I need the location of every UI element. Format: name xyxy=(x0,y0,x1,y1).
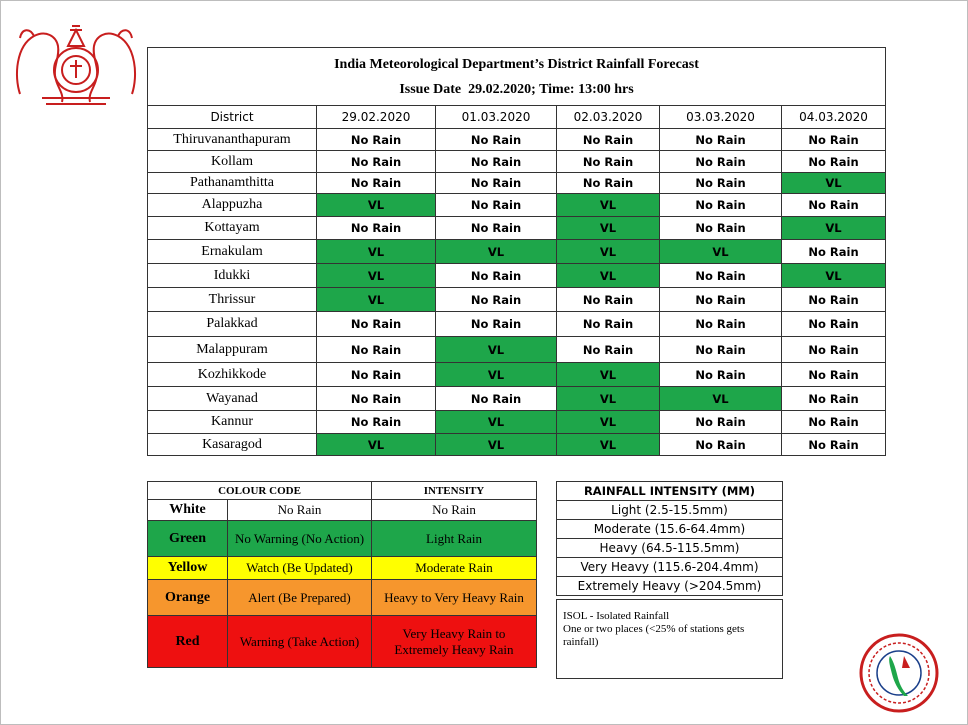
forecast-cell: No Rain xyxy=(782,129,886,151)
colour-row-white xyxy=(148,500,537,521)
forecast-cell: No Rain xyxy=(660,288,782,312)
forecast-cell: VL xyxy=(436,240,557,264)
intensity-header: INTENSITY xyxy=(372,482,537,500)
forecast-cell: No Rain xyxy=(557,151,660,173)
forecast-cell: VL xyxy=(660,240,782,264)
district-name: Kasaragod xyxy=(148,434,317,456)
disaster-management-logo-icon xyxy=(858,632,940,714)
forecast-cell: No Rain xyxy=(660,363,782,387)
table-row xyxy=(148,240,886,264)
header-row xyxy=(148,106,886,129)
colour-meaning: Alert (Be Prepared) xyxy=(228,580,372,616)
district-name: Pathanamthitta xyxy=(148,173,317,194)
colour-code-table xyxy=(147,481,537,668)
forecast-cell: VL xyxy=(557,264,660,288)
forecast-cell: VL xyxy=(557,194,660,217)
forecast-cell: VL xyxy=(557,363,660,387)
forecast-cell: VL xyxy=(782,173,886,194)
table-row xyxy=(148,434,886,456)
forecast-title xyxy=(148,48,886,106)
forecast-cell: No Rain xyxy=(317,387,436,411)
intensity-item: Light (2.5-15.5mm) xyxy=(557,501,783,520)
forecast-cell: No Rain xyxy=(436,312,557,337)
forecast-cell: VL xyxy=(317,194,436,217)
forecast-cell: No Rain xyxy=(317,151,436,173)
forecast-cell: No Rain xyxy=(660,151,782,173)
forecast-cell: No Rain xyxy=(782,240,886,264)
district-name: Kannur xyxy=(148,411,317,434)
table-row xyxy=(148,173,886,194)
forecast-cell: VL xyxy=(557,217,660,240)
district-header: District xyxy=(148,106,317,129)
rainfall-intensity-table xyxy=(556,481,783,596)
colour-name: Red xyxy=(148,616,228,668)
forecast-cell: No Rain xyxy=(317,363,436,387)
colour-row-yellow xyxy=(148,557,537,580)
colour-meaning: No Rain xyxy=(228,500,372,521)
forecast-cell: VL xyxy=(557,434,660,456)
forecast-cell: VL xyxy=(317,288,436,312)
forecast-cell: No Rain xyxy=(317,337,436,363)
forecast-cell: VL xyxy=(557,411,660,434)
forecast-cell: No Rain xyxy=(660,312,782,337)
colour-intensity: Heavy to Very Heavy Rain xyxy=(372,580,537,616)
forecast-cell: No Rain xyxy=(436,387,557,411)
date-header: 04.03.2020 xyxy=(782,106,886,129)
forecast-cell: VL xyxy=(436,411,557,434)
forecast-cell: No Rain xyxy=(436,173,557,194)
forecast-cell: No Rain xyxy=(782,337,886,363)
district-name: Wayanad xyxy=(148,387,317,411)
district-forecast-table xyxy=(147,47,886,456)
forecast-cell: No Rain xyxy=(317,129,436,151)
intensity-item: Moderate (15.6-64.4mm) xyxy=(557,520,783,539)
issue-label: Issue Date xyxy=(399,81,462,97)
table-row xyxy=(148,151,886,173)
forecast-cell: No Rain xyxy=(782,288,886,312)
forecast-cell: VL xyxy=(782,217,886,240)
forecast-cell: VL xyxy=(317,434,436,456)
forecast-cell: No Rain xyxy=(436,288,557,312)
forecast-cell: No Rain xyxy=(660,173,782,194)
colour-meaning: Warning (Take Action) xyxy=(228,616,372,668)
district-name: Idukki xyxy=(148,264,317,288)
colour-row-orange xyxy=(148,580,537,616)
forecast-cell: No Rain xyxy=(436,151,557,173)
table-row xyxy=(148,129,886,151)
colour-code-header: COLOUR CODE xyxy=(148,482,372,500)
forecast-cell: No Rain xyxy=(557,173,660,194)
forecast-cell: No Rain xyxy=(660,264,782,288)
colour-row-green xyxy=(148,521,537,557)
forecast-body xyxy=(148,129,886,456)
table-row xyxy=(148,264,886,288)
kerala-emblem-icon xyxy=(12,16,140,108)
colour-name: Yellow xyxy=(148,557,228,580)
forecast-cell: No Rain xyxy=(660,337,782,363)
colour-intensity: No Rain xyxy=(372,500,537,521)
table-row xyxy=(148,288,886,312)
title-heading: India Meteorological Department’s District Rainfall Forecast xyxy=(334,56,699,72)
forecast-cell: VL xyxy=(436,434,557,456)
forecast-cell: VL xyxy=(436,337,557,363)
colour-name: Orange xyxy=(148,580,228,616)
forecast-cell: No Rain xyxy=(317,173,436,194)
table-row xyxy=(148,337,886,363)
forecast-cell: No Rain xyxy=(782,151,886,173)
forecast-cell: VL xyxy=(557,387,660,411)
colour-intensity: Moderate Rain xyxy=(372,557,537,580)
forecast-cell: No Rain xyxy=(436,129,557,151)
forecast-cell: No Rain xyxy=(317,217,436,240)
forecast-cell: No Rain xyxy=(782,434,886,456)
isol-note-box xyxy=(556,599,783,679)
forecast-cell: No Rain xyxy=(436,217,557,240)
forecast-cell: No Rain xyxy=(782,312,886,337)
table-row xyxy=(148,363,886,387)
forecast-cell: No Rain xyxy=(436,194,557,217)
forecast-cell: No Rain xyxy=(557,129,660,151)
colour-row-red xyxy=(148,616,537,668)
forecast-cell: No Rain xyxy=(660,411,782,434)
forecast-cell: No Rain xyxy=(317,411,436,434)
forecast-cell: VL xyxy=(660,387,782,411)
forecast-cell: VL xyxy=(782,264,886,288)
forecast-cell: No Rain xyxy=(782,387,886,411)
isol-description: One or two places (<25% of stations gets rainfall) xyxy=(563,623,745,648)
forecast-cell: No Rain xyxy=(782,194,886,217)
forecast-cell: VL xyxy=(317,240,436,264)
rainfall-intensity-header: RAINFALL INTENSITY (MM) xyxy=(557,482,783,501)
isol-definition: ISOL - Isolated Rainfall xyxy=(563,610,670,622)
forecast-cell: No Rain xyxy=(317,312,436,337)
district-name: Malappuram xyxy=(148,337,317,363)
forecast-cell: VL xyxy=(436,363,557,387)
forecast-cell: No Rain xyxy=(660,129,782,151)
district-name: Kottayam xyxy=(148,217,317,240)
colour-name: Green xyxy=(148,521,228,557)
colour-meaning: Watch (Be Updated) xyxy=(228,557,372,580)
date-header: 01.03.2020 xyxy=(436,106,557,129)
issue-line xyxy=(148,77,885,102)
table-row xyxy=(148,411,886,434)
intensity-item: Extremely Heavy (>204.5mm) xyxy=(557,577,783,596)
forecast-cell: No Rain xyxy=(782,363,886,387)
issue-value: 29.02.2020; Time: 13:00 hrs xyxy=(468,81,634,97)
district-name: Alappuzha xyxy=(148,194,317,217)
colour-intensity: Light Rain xyxy=(372,521,537,557)
colour-meaning: No Warning (No Action) xyxy=(228,521,372,557)
forecast-cell: No Rain xyxy=(660,217,782,240)
forecast-cell: VL xyxy=(557,240,660,264)
district-name: Ernakulam xyxy=(148,240,317,264)
forecast-cell: No Rain xyxy=(557,337,660,363)
forecast-cell: No Rain xyxy=(436,264,557,288)
forecast-cell: No Rain xyxy=(557,288,660,312)
table-row xyxy=(148,194,886,217)
intensity-item: Very Heavy (115.6-204.4mm) xyxy=(557,558,783,577)
date-header: 03.03.2020 xyxy=(660,106,782,129)
district-name: Kollam xyxy=(148,151,317,173)
district-name: Kozhikkode xyxy=(148,363,317,387)
district-name: Thrissur xyxy=(148,288,317,312)
date-header: 02.03.2020 xyxy=(557,106,660,129)
forecast-cell: VL xyxy=(317,264,436,288)
table-row xyxy=(148,312,886,337)
district-name: Thiruvananthapuram xyxy=(148,129,317,151)
forecast-cell: No Rain xyxy=(660,194,782,217)
forecast-cell: No Rain xyxy=(782,411,886,434)
colour-name: White xyxy=(148,500,228,521)
forecast-cell: No Rain xyxy=(557,312,660,337)
district-name: Palakkad xyxy=(148,312,317,337)
date-header: 29.02.2020 xyxy=(317,106,436,129)
table-row xyxy=(148,217,886,240)
forecast-cell: No Rain xyxy=(660,434,782,456)
colour-intensity: Very Heavy Rain to Extremely Heavy Rain xyxy=(372,616,537,668)
table-row xyxy=(148,387,886,411)
intensity-item: Heavy (64.5-115.5mm) xyxy=(557,539,783,558)
